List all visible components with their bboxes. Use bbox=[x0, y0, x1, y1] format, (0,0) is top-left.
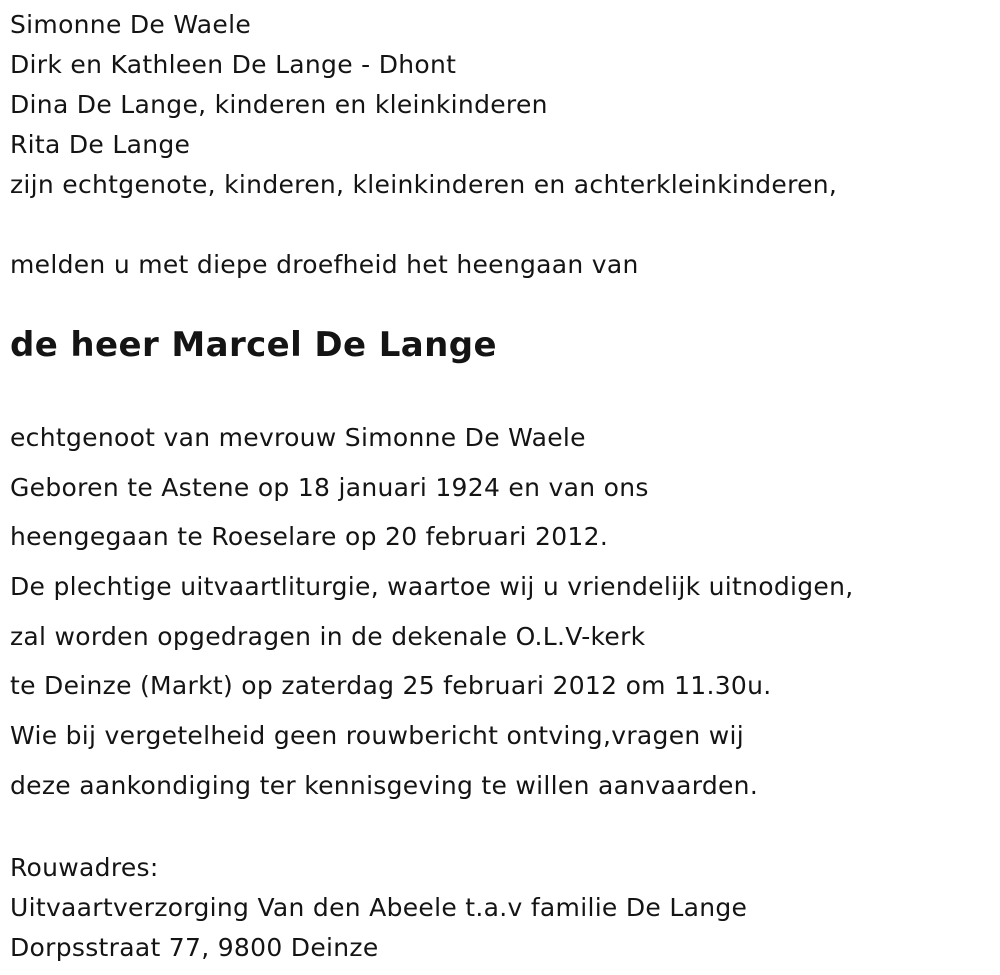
deceased-name: de heer Marcel De Lange bbox=[10, 325, 497, 365]
detail-line: echtgenoot van mevrouw Simonne De Waele bbox=[10, 423, 586, 452]
death-notice bbox=[10, 0, 990, 968]
detail-line: Geboren te Astene op 18 januari 1924 en van ons bbox=[10, 472, 649, 502]
detail-line: te Deinze (Markt) op zaterdag 25 februari 2012 om 11.30u. bbox=[10, 671, 772, 701]
family-line: zijn echtgenote, kinderen, kleinkinderen en achterkleinkinderen, bbox=[10, 170, 838, 199]
detail-line: Wie bij vergetelheid geen rouwbericht ontving,vragen wij bbox=[10, 721, 744, 751]
mourning-address bbox=[10, 848, 990, 968]
address-label: Rouwadres: bbox=[10, 852, 159, 882]
address-line: Uitvaartverzorging Van den Abeele t.a.v familie De Lange bbox=[10, 892, 748, 922]
family-line: Dirk en Kathleen De Lange - Dhont bbox=[10, 50, 457, 79]
details-block bbox=[10, 413, 990, 811]
intro-text: melden u met diepe droefheid het heengaan van bbox=[10, 250, 639, 279]
detail-line: zal worden opgedragen in de dekenale O.L.V-kerk bbox=[10, 621, 646, 651]
address-line: Dorpsstraat 77, 9800 Deinze bbox=[10, 932, 379, 962]
detail-line: deze aankondiging ter kennisgeving te willen aanvaarden. bbox=[10, 770, 759, 800]
detail-line: heengegaan te Roeselare op 20 februari 2012. bbox=[10, 522, 609, 552]
family-line: Rita De Lange bbox=[10, 130, 191, 159]
family-list bbox=[10, 5, 990, 205]
family-line: Simonne De Waele bbox=[10, 10, 252, 39]
detail-line: De plechtige uitvaartliturgie, waartoe wij u vriendelijk uitnodigen, bbox=[10, 572, 854, 602]
family-line: Dina De Lange, kinderen en kleinkinderen bbox=[10, 90, 548, 119]
